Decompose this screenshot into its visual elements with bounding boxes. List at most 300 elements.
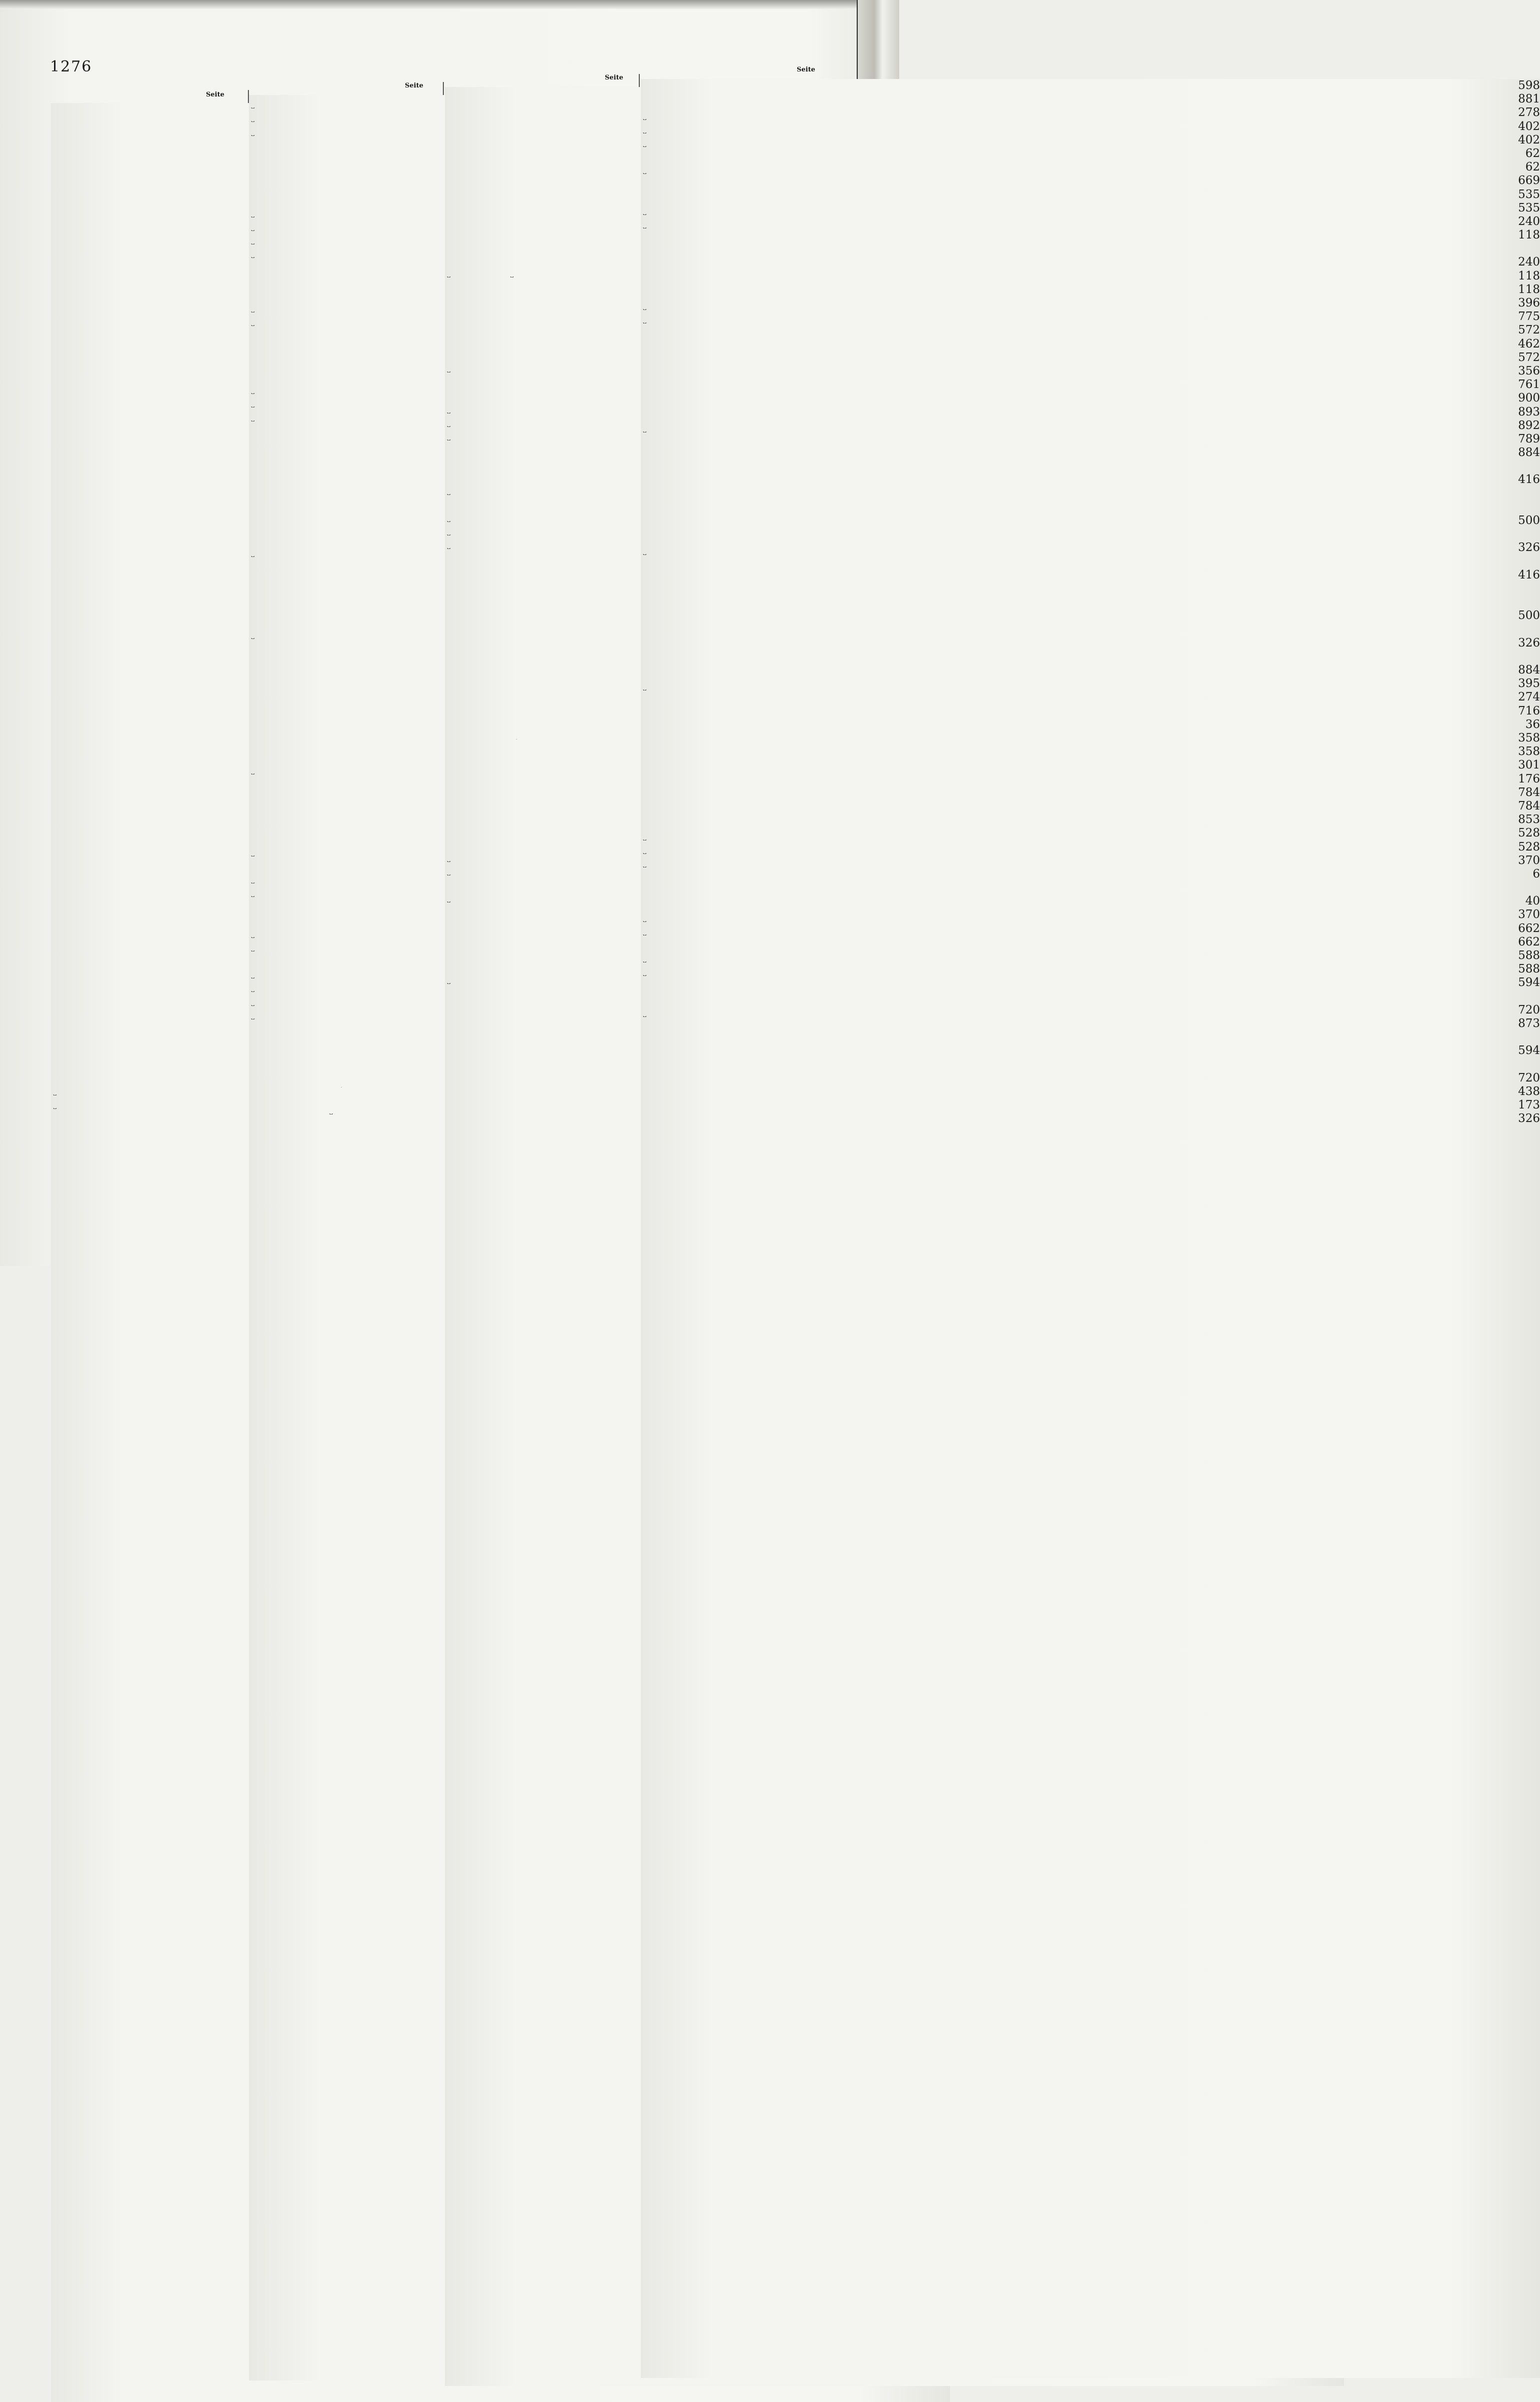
index-entry [445, 726, 630, 740]
entry-page-number: 176 [641, 772, 1540, 2038]
index-entry [641, 908, 1540, 922]
entry-page-number: 500 [641, 514, 1540, 1780]
index-entry [641, 324, 1540, 337]
index-entry [641, 690, 1540, 704]
index-entry [51, 892, 237, 905]
index-entry [445, 427, 630, 440]
entry-page-number: 395 [641, 677, 1540, 1943]
index-entry [51, 1068, 237, 1082]
entry-page-number: 416 [641, 473, 1540, 1739]
index-entry [445, 916, 630, 930]
index-entry [445, 834, 630, 848]
index-entry [249, 557, 433, 570]
index-entry [445, 957, 630, 970]
index-entry [249, 258, 433, 272]
index-entry [249, 952, 433, 965]
index-entry [51, 1096, 237, 1109]
index-entry [641, 242, 826, 256]
index-entry [51, 946, 237, 960]
index-entry [641, 1098, 1540, 1112]
index-entry [445, 631, 630, 644]
index-entry [249, 394, 433, 408]
entry-page-number: 402 [641, 134, 1540, 1400]
index-entry [51, 144, 237, 158]
index-entry [641, 1003, 1540, 1017]
entry-page-number: 572 [641, 351, 1540, 1617]
index-entry [249, 978, 433, 992]
entry-page-number: 326 [641, 541, 1540, 1807]
entry-page-number: 6 [641, 868, 1540, 2134]
entry-page-number: 500 [641, 609, 1540, 1875]
index-entry [51, 497, 237, 510]
index-entry [51, 375, 237, 388]
index-entry [51, 226, 237, 239]
index-entry [249, 176, 433, 190]
index-entry [641, 1058, 826, 1072]
index-entry [51, 960, 237, 973]
index-entry [51, 538, 237, 552]
index-entry [445, 291, 630, 304]
entry-page-number: 892 [641, 419, 1540, 1685]
index-entry [641, 1071, 1540, 1085]
index-entry [641, 188, 1540, 202]
index-entry [249, 354, 433, 367]
index-entry [51, 973, 237, 986]
entry-page-number: 118 [641, 283, 1540, 1549]
entry-page-number: 416 [641, 568, 1540, 1834]
index-entry [641, 460, 826, 473]
index-entry [249, 802, 433, 816]
index-entry [249, 218, 433, 231]
index-entry [249, 1088, 433, 1101]
index-entry [51, 280, 237, 293]
index-entry [51, 103, 237, 116]
index-entry [51, 456, 237, 470]
index-entry [249, 938, 433, 952]
entry-page-number: 62 [641, 147, 1540, 1413]
index-entry [445, 400, 630, 413]
index-entry [445, 168, 630, 182]
index-entry [445, 522, 630, 536]
index-entry [641, 282, 1540, 296]
index-entry [641, 1084, 1540, 1098]
index-entry [249, 1114, 433, 1128]
index-entry [51, 239, 237, 252]
index-entry [51, 592, 237, 606]
index-entry [445, 332, 630, 345]
index-entry [51, 552, 237, 565]
index-entry [641, 976, 1540, 990]
index-entry [51, 986, 237, 1000]
index-entry [445, 808, 630, 821]
entry-page-number: 240 [641, 256, 1540, 1522]
index-entry [641, 867, 1540, 881]
index-entry [641, 758, 1540, 772]
index-entry [445, 563, 630, 576]
index-entry [51, 307, 237, 320]
index-entry [249, 884, 433, 897]
index-entry [249, 571, 433, 584]
entry-page-number: 594 [641, 976, 1540, 2242]
index-entry [249, 503, 433, 516]
index-entry [51, 647, 237, 660]
index-entry [249, 1006, 433, 1020]
index-entry [641, 854, 1540, 868]
index-entry [51, 701, 237, 714]
index-entry [445, 1012, 630, 1025]
index-entry [51, 416, 237, 429]
index-entry [641, 650, 826, 664]
index-entry [445, 536, 630, 549]
index-entry [249, 680, 433, 693]
index-entry [249, 136, 433, 150]
index-entry [249, 544, 433, 557]
index-entry [445, 210, 630, 223]
index-entry [445, 712, 630, 726]
index-entry [249, 190, 433, 204]
entry-page-number: 301 [641, 758, 1540, 2024]
index-entry [641, 1030, 826, 1044]
index-entry [641, 160, 1540, 174]
index-entry [641, 894, 1540, 908]
index-entry [249, 693, 433, 706]
index-entry [445, 359, 630, 372]
entry-page-number: 761 [641, 378, 1540, 1644]
index-entry [51, 837, 237, 850]
index-entry [51, 388, 237, 402]
index-entry [445, 930, 630, 944]
index-entry [641, 106, 1540, 120]
index-entry [249, 435, 433, 448]
index-entry [445, 155, 630, 168]
entry-page-number: 358 [641, 732, 1540, 1998]
index-entry [641, 718, 1540, 732]
entry-page-number: 784 [641, 800, 1540, 2066]
index-entry [51, 878, 237, 892]
index-entry [51, 1000, 237, 1014]
index-entry [641, 92, 1540, 106]
index-entry [641, 609, 1540, 622]
entry-page-number: 720 [641, 1072, 1540, 2338]
entry-page-number: 438 [641, 1085, 1540, 2351]
index-entry [641, 922, 1540, 936]
index-entry [249, 340, 433, 353]
index-entry [249, 720, 433, 734]
entry-page-number: 528 [641, 840, 1540, 2106]
index-entry [249, 231, 433, 244]
entry-page-number: 118 [641, 270, 1540, 1536]
entry-page-number: 669 [641, 174, 1540, 1440]
index-entry [641, 405, 1540, 419]
index-entry [445, 549, 630, 562]
index-entry [51, 184, 237, 198]
index-entry [641, 677, 1540, 690]
index-entry [445, 698, 630, 712]
index-entry [641, 990, 826, 1004]
index-entry [51, 864, 237, 878]
index-entry [445, 740, 630, 753]
index-entry [249, 204, 433, 218]
column-4-seite-header: Seite [797, 66, 815, 74]
index-entry [249, 1074, 433, 1088]
index-entry [641, 473, 1540, 486]
index-entry [51, 1014, 237, 1028]
index-entry [51, 1082, 237, 1096]
index-entry [51, 116, 237, 130]
index-entry [249, 612, 433, 625]
index-entry [641, 214, 1540, 228]
entry-page-number: 402 [641, 120, 1540, 1386]
entry-page-number: 396 [641, 296, 1540, 1562]
index-entry [641, 596, 826, 609]
index-entry [445, 1106, 630, 1120]
index-entry [641, 568, 1540, 582]
index-entry [51, 565, 237, 578]
index-entry [641, 500, 826, 514]
index-entry [445, 440, 630, 454]
index-entry [51, 769, 237, 782]
entry-page-number: 662 [641, 922, 1540, 2188]
index-entry [445, 454, 630, 468]
index-entry [641, 296, 1540, 310]
index-entry [249, 965, 433, 978]
index-entry [641, 772, 1540, 786]
index-entry [51, 742, 237, 756]
index-column-4 [641, 79, 1540, 1126]
entry-page-number: 853 [641, 813, 1540, 2079]
index-entry [249, 489, 433, 502]
index-entry [641, 962, 1540, 976]
index-entry [445, 250, 630, 264]
index-entry [641, 541, 1540, 554]
index-entry [249, 870, 433, 884]
index-entry [445, 672, 630, 685]
index-entry [445, 876, 630, 889]
index-entry [249, 367, 433, 380]
index-entry [51, 728, 237, 742]
index-entry [249, 408, 433, 421]
index-entry [641, 228, 1540, 242]
index-column-1 [51, 103, 237, 1150]
column-2-seite-header: Seite [405, 82, 423, 90]
index-entry [445, 87, 630, 100]
index-entry [445, 1080, 630, 1093]
index-entry [445, 468, 630, 481]
index-entry [445, 372, 630, 386]
entry-page-number: 274 [641, 690, 1540, 1956]
index-entry [249, 1020, 433, 1033]
entry-page-number: 881 [641, 92, 1540, 1358]
index-entry [445, 590, 630, 604]
index-entry [445, 386, 630, 400]
index-entry [51, 810, 237, 824]
index-entry [51, 756, 237, 769]
index-entry [249, 516, 433, 530]
index-entry [249, 761, 433, 774]
index-entry [445, 780, 630, 794]
index-entry [249, 272, 433, 285]
index-entry [641, 949, 1540, 962]
index-entry [641, 256, 1540, 269]
index-entry [445, 944, 630, 957]
index-entry [51, 1136, 237, 1150]
entry-page-number: 594 [641, 1044, 1540, 2310]
entry-page-number: 173 [641, 1098, 1540, 2364]
index-column-2 [249, 95, 433, 1128]
index-entry [641, 310, 1540, 324]
index-entry [641, 704, 1540, 718]
index-entry [249, 380, 433, 394]
index-entry [641, 337, 1540, 351]
entry-page-number: 598 [641, 79, 1540, 1345]
index-entry [249, 625, 433, 638]
index-entry [51, 320, 237, 334]
index-entry [249, 639, 433, 652]
index-entry [51, 606, 237, 620]
index-entry [51, 171, 237, 184]
index-entry [445, 481, 630, 494]
index-entry [641, 799, 1540, 813]
entry-page-number: 884 [641, 446, 1540, 1712]
index-entry [51, 620, 237, 633]
index-entry [51, 362, 237, 375]
index-entry [51, 402, 237, 416]
index-entry [249, 584, 433, 598]
index-entry [249, 530, 433, 544]
top-edge-shadow [0, 0, 899, 9]
index-entry [641, 1016, 1540, 1030]
entry-page-number: 535 [641, 202, 1540, 1468]
index-entry [249, 1033, 433, 1046]
index-entry [445, 766, 630, 780]
index-entry [641, 826, 1540, 840]
index-entry [445, 862, 630, 876]
index-entry [249, 286, 433, 299]
index-entry [445, 508, 630, 522]
entry-page-number: 62 [641, 160, 1540, 1426]
index-entry [249, 1046, 433, 1060]
entry-page-number: 370 [641, 908, 1540, 2174]
index-entry [249, 95, 433, 108]
index-entry [641, 555, 826, 568]
index-entry [445, 998, 630, 1012]
index-entry [51, 1028, 237, 1041]
entry-page-number: 240 [641, 215, 1540, 1481]
entry-page-number: 789 [641, 432, 1540, 1698]
index-entry [641, 636, 1540, 650]
index-entry [51, 905, 237, 918]
index-entry [51, 334, 237, 348]
index-entry [641, 623, 826, 636]
index-entry [641, 174, 1540, 188]
index-entry [51, 348, 237, 361]
index-entry [51, 524, 237, 538]
index-entry [445, 970, 630, 984]
index-entry [249, 774, 433, 788]
index-entry [51, 266, 237, 280]
entry-page-number: 884 [641, 664, 1540, 1930]
index-entry [445, 236, 630, 250]
index-entry [51, 430, 237, 443]
index-entry [249, 299, 433, 312]
index-entry [445, 644, 630, 658]
entry-page-number: 535 [641, 188, 1540, 1454]
index-entry [51, 1122, 237, 1136]
index-entry [445, 1025, 630, 1038]
index-entry [445, 1038, 630, 1052]
index-entry [445, 114, 630, 128]
entry-page-number: 326 [641, 1112, 1540, 2378]
index-column-3 [445, 87, 630, 1134]
index-entry [641, 418, 1540, 432]
index-entry [249, 816, 433, 829]
index-entry [445, 100, 630, 114]
index-entry [51, 688, 237, 701]
index-entry [249, 163, 433, 176]
index-entry [445, 414, 630, 427]
index-entry [51, 850, 237, 864]
index-entry [641, 364, 1540, 378]
index-entry [249, 856, 433, 870]
entry-page-number: 900 [641, 392, 1540, 1658]
entry-page-number: 326 [641, 636, 1540, 1902]
index-entry [445, 182, 630, 196]
index-entry [249, 448, 433, 462]
index-entry [249, 150, 433, 163]
index-entry [641, 813, 1540, 826]
entry-page-number: 118 [641, 228, 1540, 1494]
index-entry [249, 1101, 433, 1114]
index-entry [51, 252, 237, 266]
index-entry [249, 706, 433, 720]
index-entry [51, 212, 237, 226]
index-entry [51, 470, 237, 484]
index-entry [51, 579, 237, 592]
index-entry [445, 794, 630, 808]
index-entry [641, 935, 1540, 949]
index-entry [51, 932, 237, 946]
index-entry [249, 122, 433, 136]
index-entry [641, 350, 1540, 364]
index-entry [445, 346, 630, 359]
index-entry [641, 732, 1540, 745]
entry-page-number: 588 [641, 962, 1540, 2228]
index-entry [249, 1060, 433, 1074]
index-entry [249, 652, 433, 666]
index-entry [445, 278, 630, 291]
index-entry [51, 714, 237, 728]
index-entry [641, 786, 1540, 800]
index-entry [249, 842, 433, 856]
index-entry [641, 664, 1540, 677]
index-entry [445, 1120, 630, 1134]
index-entry [641, 1112, 1540, 1126]
index-entry [641, 446, 1540, 460]
index-entry [641, 133, 1540, 147]
index-entry [445, 223, 630, 236]
index-entry [249, 422, 433, 435]
index-entry [445, 304, 630, 318]
index-entry [445, 1093, 630, 1106]
index-entry [51, 198, 237, 212]
index-entry [249, 244, 433, 258]
entry-page-number: 775 [641, 310, 1540, 1576]
entry-page-number: 873 [641, 1017, 1540, 2283]
page-number: 1276 [50, 58, 92, 76]
index-entry [249, 910, 433, 924]
index-entry [641, 514, 1540, 528]
index-entry [249, 734, 433, 748]
